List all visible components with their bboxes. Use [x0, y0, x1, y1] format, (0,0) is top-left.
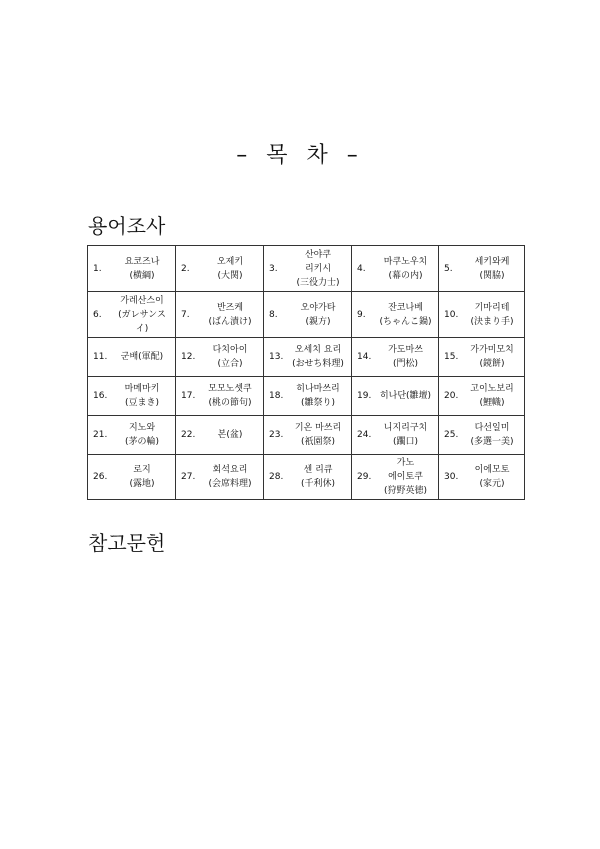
- table-row: [88, 338, 525, 377]
- term-name: 세키와케: [474, 256, 510, 267]
- term-kanji: (豆まき): [124, 398, 160, 408]
- term-kanji: (会席料理): [208, 479, 252, 489]
- term-cell: [352, 246, 439, 292]
- term-kanji: (横綱): [129, 270, 155, 281]
- term-kanji: (多選一美): [470, 437, 514, 447]
- term-number: 13.: [269, 352, 284, 362]
- term-cell: [439, 455, 525, 500]
- term-cell: [88, 338, 176, 377]
- term-cell: [352, 292, 439, 338]
- term-cell: [264, 338, 352, 377]
- term-cell: [439, 246, 525, 292]
- term-number: 9.: [357, 309, 366, 320]
- term-name: 히나단(雛壇): [379, 391, 432, 401]
- term-cell: [88, 455, 176, 500]
- term-number: 14.: [357, 352, 372, 362]
- term-kanji: (鏡餅): [479, 359, 505, 369]
- term-kanji: (幕の内): [388, 270, 423, 281]
- term-number: 4.: [357, 263, 366, 274]
- term-kanji: (三役力士): [296, 277, 340, 288]
- term-name: 마쿠노우치: [383, 256, 428, 267]
- term-name: 산야쿠 리키시: [304, 249, 332, 274]
- term-name: 마메마키: [124, 384, 160, 394]
- terms-table: [87, 245, 525, 500]
- term-cell: [439, 416, 525, 455]
- term-cell: [88, 246, 176, 292]
- term-name: 오야가타: [300, 302, 336, 313]
- term-number: 24.: [357, 430, 372, 440]
- term-cell: [176, 246, 264, 292]
- term-cell: [264, 377, 352, 416]
- term-number: 2.: [181, 263, 190, 274]
- term-kanji: (千利休): [300, 479, 336, 489]
- term-number: 30.: [444, 472, 459, 482]
- term-kanji: (雛祭り): [300, 398, 336, 408]
- term-name: 요코즈나: [124, 256, 160, 267]
- term-number: 25.: [444, 430, 459, 440]
- term-number: 10.: [444, 309, 459, 320]
- term-kanji: (ちゃんこ鍋): [379, 316, 432, 327]
- term-kanji: (決まり手): [470, 316, 514, 327]
- term-cell: [264, 416, 352, 455]
- term-name: 지노와: [128, 423, 156, 433]
- term-number: 23.: [269, 430, 284, 440]
- term-cell: [439, 292, 525, 338]
- term-name: 다치아이: [212, 345, 248, 355]
- term-name: 기온 마쓰리: [294, 423, 342, 433]
- term-number: 7.: [181, 309, 190, 320]
- term-cell: [352, 455, 439, 500]
- term-cell: [176, 455, 264, 500]
- term-number: 22.: [181, 430, 196, 440]
- term-number: 3.: [269, 263, 278, 274]
- term-cell: [176, 338, 264, 377]
- section-heading-terms: 용어조사: [88, 214, 166, 238]
- term-kanji: (立合): [217, 359, 243, 369]
- term-cell: [88, 377, 176, 416]
- term-cell: [439, 338, 525, 377]
- term-cell: [88, 292, 176, 338]
- term-number: 27.: [181, 472, 196, 482]
- term-cell: [176, 416, 264, 455]
- term-name: 회석요리: [212, 465, 248, 475]
- term-name: 모모노셋쿠: [208, 384, 252, 394]
- term-cell: [352, 416, 439, 455]
- term-kanji: (家元): [479, 479, 505, 489]
- term-number: 19.: [357, 391, 372, 401]
- term-kanji: (関脇): [479, 270, 505, 281]
- table-row: [88, 292, 525, 338]
- section-heading-references: 참고문헌: [88, 531, 166, 555]
- term-number: 5.: [444, 263, 453, 274]
- term-number: 26.: [93, 472, 108, 482]
- term-name: 이에모토: [474, 465, 510, 475]
- term-kanji: (門松): [392, 359, 419, 369]
- term-kanji: (祇園祭): [300, 437, 336, 447]
- term-name: 오세치 요리: [294, 345, 342, 355]
- term-number: 16.: [93, 391, 108, 401]
- term-name: 가노 에이토쿠: [388, 458, 423, 482]
- term-number: 12.: [181, 352, 196, 362]
- term-name: 잔코나베: [388, 302, 423, 313]
- term-number: 18.: [269, 391, 284, 401]
- term-cell: [352, 377, 439, 416]
- term-number: 11.: [93, 352, 108, 362]
- table-row: [88, 377, 525, 416]
- term-name: 고이노보리: [470, 384, 514, 394]
- term-kanji: (大関): [217, 270, 243, 281]
- term-number: 6.: [93, 309, 102, 320]
- term-kanji: (躙口): [392, 437, 419, 447]
- term-cell: [264, 455, 352, 500]
- term-number: 1.: [93, 263, 102, 274]
- term-cell: [352, 338, 439, 377]
- term-cell: [439, 377, 525, 416]
- term-name: 오제키: [216, 256, 244, 267]
- term-cell: [264, 292, 352, 338]
- table-row: [88, 416, 525, 455]
- term-name: 군배(軍配): [120, 352, 164, 362]
- term-kanji: (ガレサンス イ): [118, 309, 166, 334]
- term-name: 가가미모치: [470, 345, 514, 355]
- term-name: 센 리큐: [303, 465, 333, 475]
- term-kanji: (露地): [129, 479, 155, 489]
- table-row: [88, 246, 525, 292]
- term-name: 반즈케: [216, 302, 244, 313]
- page-title: – 목 차 –: [236, 143, 364, 168]
- term-kanji: (親方): [305, 316, 331, 327]
- term-name: 가레산스이: [120, 295, 164, 306]
- term-name: 니지리구치: [383, 423, 428, 433]
- term-cell: [176, 377, 264, 416]
- term-name: 가도마쓰: [388, 345, 423, 355]
- term-kanji: (狩野英徳): [383, 486, 428, 496]
- table-row: [88, 455, 525, 500]
- term-kanji: (茅の輪): [124, 437, 160, 447]
- term-name: 로지: [133, 465, 151, 475]
- term-name: 본(盆): [217, 430, 243, 440]
- term-cell: [264, 246, 352, 292]
- term-kanji: (ばん漬け): [208, 316, 252, 327]
- term-cell: [176, 292, 264, 338]
- term-number: 29.: [357, 472, 372, 482]
- term-name: 히나마쓰리: [296, 384, 340, 394]
- term-number: 28.: [269, 472, 284, 482]
- term-kanji: (鯉幟): [479, 398, 505, 408]
- term-number: 20.: [444, 391, 459, 401]
- term-name: 다선일미: [474, 423, 510, 433]
- term-number: 17.: [181, 391, 196, 401]
- term-number: 21.: [93, 430, 108, 440]
- term-number: 15.: [444, 352, 459, 362]
- term-number: 8.: [269, 309, 278, 320]
- term-cell: [88, 416, 176, 455]
- term-name: 기마리테: [474, 302, 510, 313]
- term-kanji: (おせち料理): [292, 359, 344, 369]
- term-kanji: (桃の節句): [208, 398, 252, 408]
